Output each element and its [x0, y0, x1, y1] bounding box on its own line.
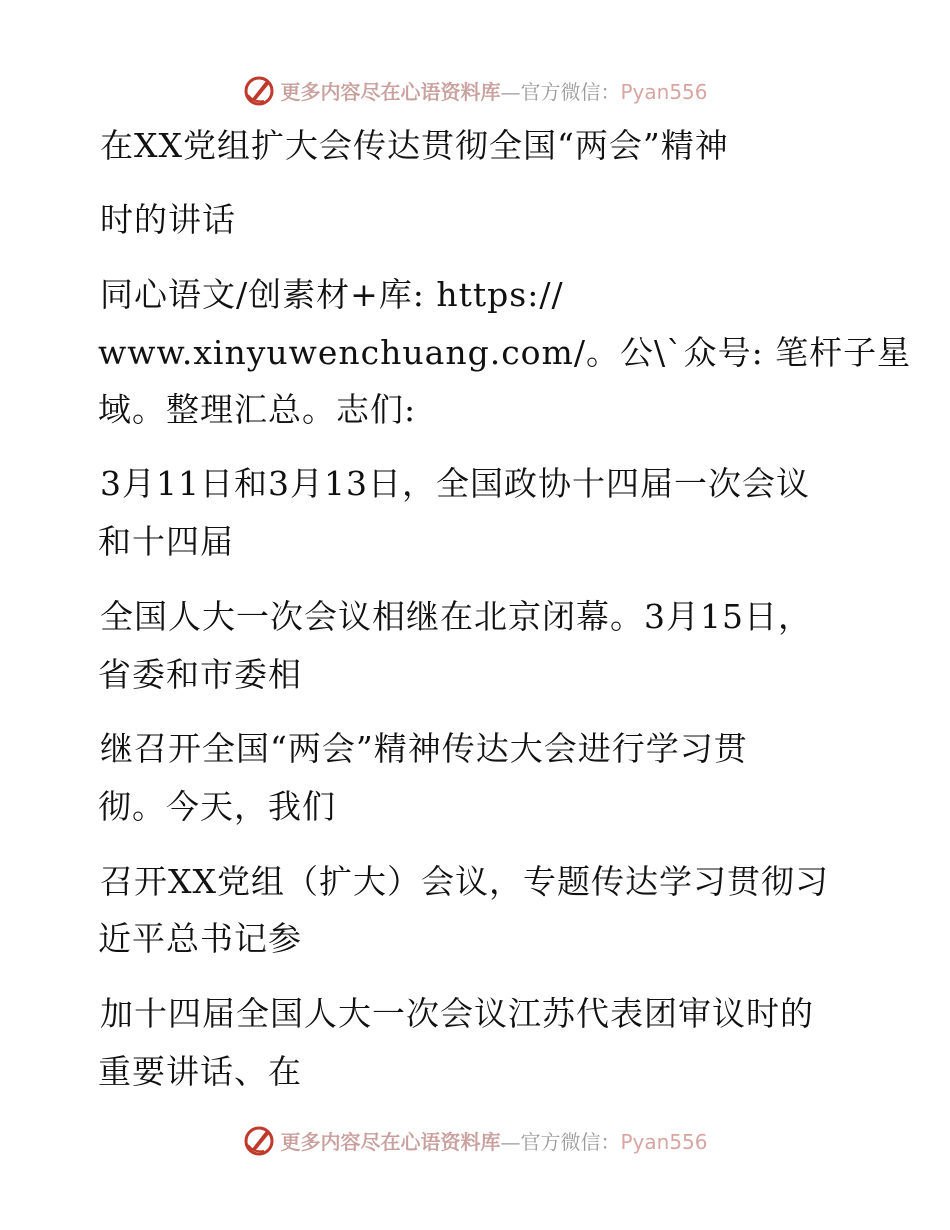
banner-separator: —	[500, 79, 521, 104]
header-banner	[0, 70, 950, 110]
banner-wechat-id: Pyan556	[620, 1129, 708, 1154]
footer-banner	[0, 1120, 950, 1160]
banner-wechat-label: 官方微信：	[520, 1129, 621, 1154]
banner-main-text: 更多内容尽在心语资料库	[280, 79, 501, 104]
doc-text-line: 彻。今天，我们	[98, 787, 336, 826]
doc-text-line: 同心语文/创素材+库: https://	[100, 275, 564, 314]
banner-main-text: 更多内容尽在心语资料库	[280, 1129, 501, 1154]
doc-text-line: 和十四届	[98, 522, 234, 561]
doc-text-line: 域。整理汇总。志们:	[98, 390, 417, 429]
banner-wechat-label: 官方微信：	[520, 79, 621, 104]
doc-text-line: 加十四届全国人大一次会议江苏代表团审议时的	[100, 994, 814, 1033]
doc-text-line: www.xinyuwenchuang.com/。公\`众号: 笔杆子星	[98, 333, 912, 372]
pen-logo-icon	[242, 73, 276, 107]
banner-text	[280, 76, 707, 105]
banner-text	[280, 1126, 707, 1155]
doc-text-line: 近平总书记参	[98, 919, 302, 958]
banner-wechat-id: Pyan556	[620, 79, 708, 104]
doc-text-line: 召开XX党组（扩大）会议，专题传达学习贯彻习	[100, 862, 829, 901]
doc-text-line: 全国人大一次会议相继在北京闭幕。3月15日，	[100, 597, 812, 636]
pen-logo-icon	[242, 1123, 276, 1157]
doc-text-line: 3月11日和3月13日，全国政协十四届一次会议	[100, 464, 810, 503]
doc-title-line-1: 在XX党组扩大会传达贯彻全国“两会”精神	[100, 126, 729, 165]
banner-separator: —	[500, 1129, 521, 1154]
doc-text-line: 重要讲话、在	[98, 1052, 302, 1091]
doc-text-line: 省委和市委相	[98, 655, 302, 694]
doc-text-line: 继召开全国“两会”精神传达大会进行学习贯	[100, 729, 748, 768]
doc-title-line-2: 时的讲话	[100, 200, 236, 239]
